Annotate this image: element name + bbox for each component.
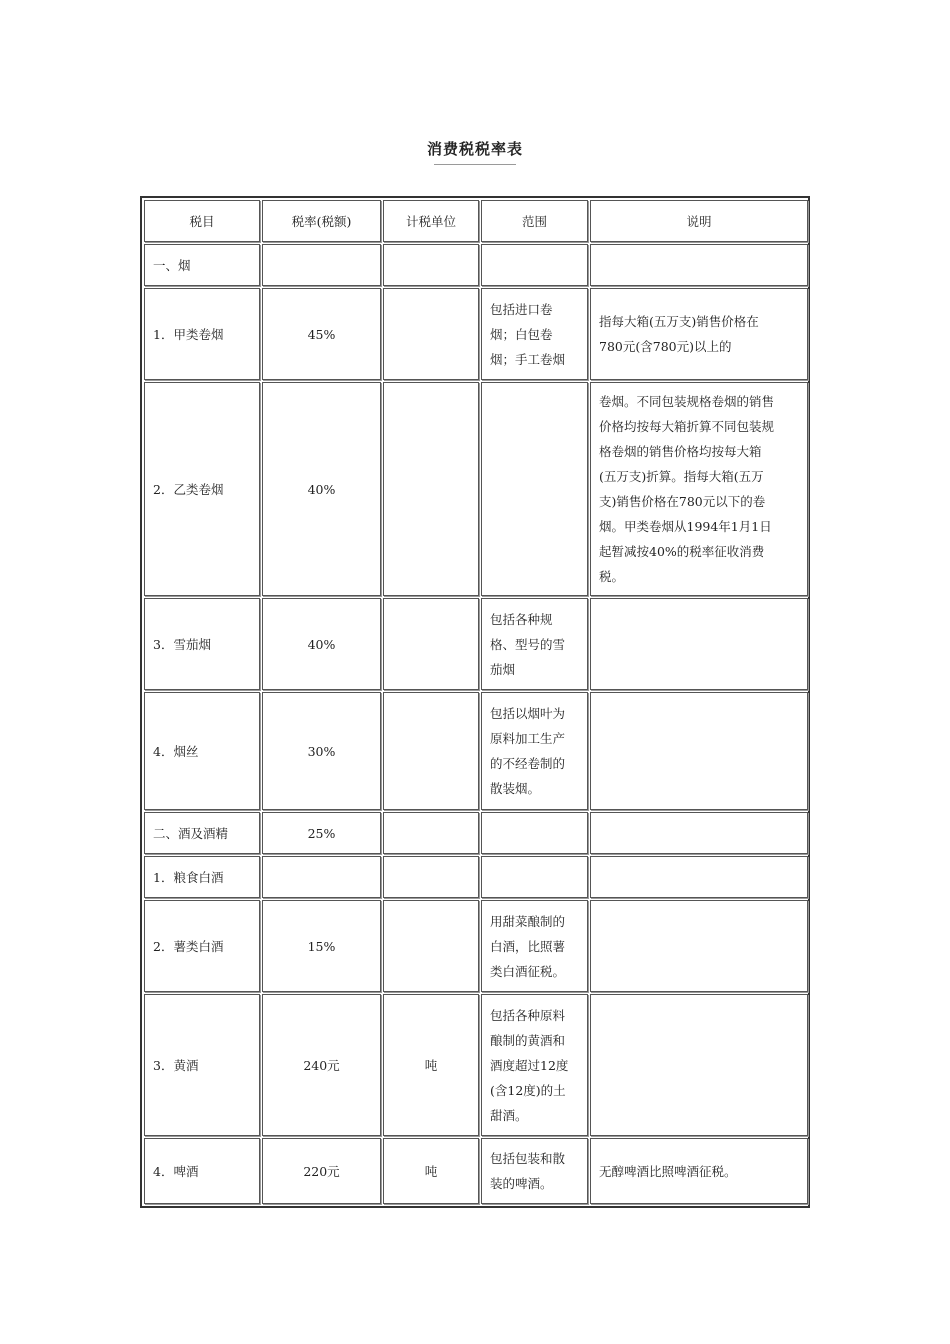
table-cell-rate-text: 45% <box>307 326 336 342</box>
table-cell-note-text: 无醇啤酒比照啤酒征税。 <box>599 1163 737 1179</box>
table-cell-rate <box>262 692 381 810</box>
header-cell-note-text: 说明 <box>686 213 712 229</box>
header-cell-rate <box>262 200 381 242</box>
table-cell-rate-text: 40% <box>307 636 336 652</box>
page-title: 消费税税率表 <box>426 140 523 158</box>
table-cell-note <box>590 856 808 898</box>
table-cell-note <box>590 994 808 1136</box>
table-cell-rate <box>262 244 381 286</box>
table-cell-item <box>144 812 260 854</box>
table-cell-scope <box>481 994 588 1136</box>
table-cell-item <box>144 598 260 690</box>
header-cell-scope <box>481 200 588 242</box>
header-cell-note <box>590 200 808 242</box>
table-cell-note <box>590 1138 808 1204</box>
table-cell-rate <box>262 382 381 596</box>
table-cell-item <box>144 856 260 898</box>
table-cell-item-text: 1．甲类卷烟 <box>153 326 224 342</box>
tax-rate-table <box>140 196 810 1208</box>
table-cell-rate-text: 220元 <box>303 1163 340 1179</box>
table-cell-rate-text: 240元 <box>303 1057 340 1073</box>
table-cell-item-text: 3．雪茄烟 <box>153 636 211 652</box>
table-cell-item <box>144 1138 260 1204</box>
table-cell-scope-text: 包括各种规 格、型号的雪 茄烟 <box>490 611 566 677</box>
table-cell-unit-text: 吨 <box>424 1057 438 1073</box>
title-underline <box>434 164 516 165</box>
table-cell-item <box>144 244 260 286</box>
table-cell-rate <box>262 1138 381 1204</box>
table-cell-scope <box>481 288 588 380</box>
header-cell-rate-text: 税率(税额) <box>291 213 352 229</box>
table-cell-scope <box>481 692 588 810</box>
table-cell-rate <box>262 598 381 690</box>
table-cell-rate <box>262 812 381 854</box>
table-cell-note <box>590 812 808 854</box>
header-cell-unit <box>383 200 479 242</box>
table-cell-item <box>144 382 260 596</box>
table-cell-item-text: 2．薯类白酒 <box>153 938 224 954</box>
table-cell-unit <box>383 598 479 690</box>
table-cell-unit <box>383 994 479 1136</box>
table-cell-item-text: 3．黄酒 <box>153 1057 199 1073</box>
table-cell-note-text: 卷烟。不同包装规格卷烟的销售 价格均按每大箱折算不同包装规 格卷烟的销售价格均按每大箱 (五万支)折算。指每大箱(五万 支)销售价格在780元以下的卷 烟。甲类卷烟从1994年1月1日 起暂减按40%的税率征收消费 税。 <box>599 394 775 584</box>
table-cell-item-text: 4．烟丝 <box>153 743 199 759</box>
table-cell-scope <box>481 382 588 596</box>
table-cell-note <box>590 244 808 286</box>
table-cell-rate <box>262 856 381 898</box>
table-cell-item-text: 4．啤酒 <box>153 1163 199 1179</box>
table-cell-note <box>590 692 808 810</box>
table-cell-item-text: 二、酒及酒精 <box>153 825 229 841</box>
header-cell-scope-text: 范围 <box>521 213 547 229</box>
table-cell-scope-text: 包括包装和散 装的啤酒。 <box>490 1151 566 1191</box>
table-cell-rate <box>262 994 381 1136</box>
table-cell-unit <box>383 244 479 286</box>
table-cell-rate-text: 30% <box>307 743 336 759</box>
table-cell-rate <box>262 288 381 380</box>
table-cell-note <box>590 598 808 690</box>
table-cell-note <box>590 900 808 992</box>
table-cell-rate-text: 25% <box>307 825 336 841</box>
table-cell-scope-text: 包括各种原料 酿制的黄酒和 酒度超过12度 (含12度)的土 甜酒。 <box>490 1007 569 1123</box>
table-cell-note-text: 指每大箱(五万支)销售价格在 780元(含780元)以上的 <box>599 314 759 354</box>
table-cell-unit <box>383 692 479 810</box>
table-cell-scope <box>481 900 588 992</box>
table-cell-scope <box>481 812 588 854</box>
table-cell-scope <box>481 598 588 690</box>
table-cell-scope <box>481 244 588 286</box>
table-cell-rate-text: 15% <box>307 938 336 954</box>
table-cell-item-text: 1．粮食白酒 <box>153 869 224 885</box>
table-cell-note <box>590 382 808 596</box>
table-cell-unit <box>383 900 479 992</box>
table-cell-item <box>144 900 260 992</box>
table-cell-item-text: 2．乙类卷烟 <box>153 481 224 497</box>
header-cell-item <box>144 200 260 242</box>
table-cell-rate <box>262 900 381 992</box>
table-cell-unit <box>383 382 479 596</box>
table-cell-scope <box>481 856 588 898</box>
table-cell-unit <box>383 812 479 854</box>
table-cell-unit <box>383 288 479 380</box>
table-cell-unit <box>383 856 479 898</box>
table-cell-item-text: 一、烟 <box>153 257 191 273</box>
table-cell-item <box>144 288 260 380</box>
table-cell-item <box>144 994 260 1136</box>
table-cell-unit <box>383 1138 479 1204</box>
table-cell-unit-text: 吨 <box>424 1163 438 1179</box>
header-cell-item-text: 税目 <box>189 213 215 229</box>
table-cell-scope-text: 用甜菜酿制的 白酒，比照薯 类白酒征税。 <box>490 913 566 979</box>
table-cell-note <box>590 288 808 380</box>
table-cell-scope <box>481 1138 588 1204</box>
table-cell-item <box>144 692 260 810</box>
header-cell-unit-text: 计税单位 <box>405 213 456 229</box>
table-cell-scope-text: 包括进口卷 烟；白包卷 烟；手工卷烟 <box>490 301 566 367</box>
table-cell-rate-text: 40% <box>307 481 336 497</box>
table-cell-scope-text: 包括以烟叶为 原料加工生产 的不经卷制的 散装烟。 <box>490 706 566 796</box>
